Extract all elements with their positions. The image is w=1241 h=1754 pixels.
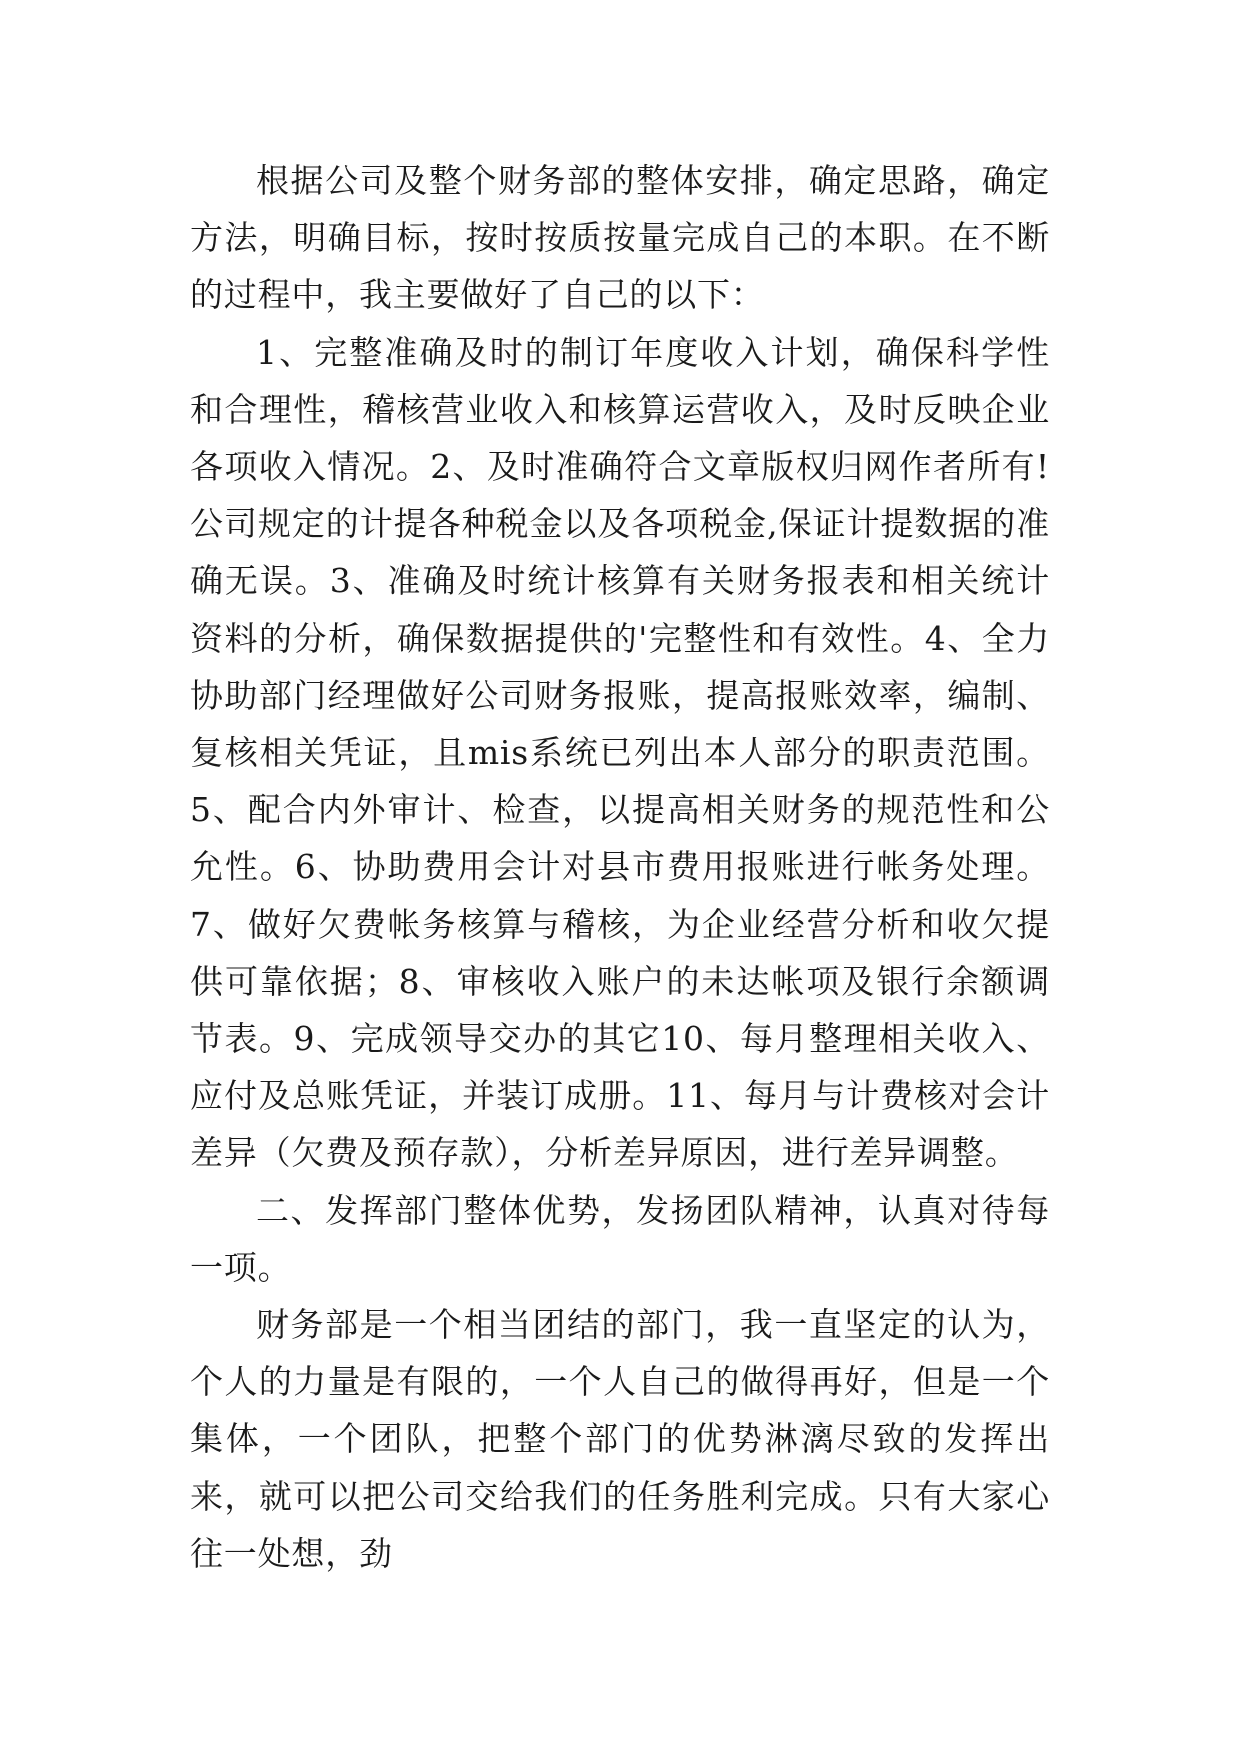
paragraph-intro: 根据公司及整个财务部的整体安排，确定思路，确定方法，明确目标，按时按质按量完成自己的本职。在不断的过程中，我主要做好了自己的以下： <box>190 161 1050 315</box>
paragraph-section-heading: 二、发挥部门整体优势，发扬团队精神，认真对待每一项。 <box>190 1190 1050 1287</box>
document-body <box>190 152 1050 1582</box>
paragraph-teamwork: 财务部是一个相当团结的部门，我一直坚定的认为，个人的力量是有限的，一个人自己的做得再好，但是一个集体，一个团队，把整个部门的优势淋漓尽致的发挥出来，就可以把公司交给我们的任务胜利完成。只有大家心往一处想，劲 <box>190 1305 1050 1573</box>
paragraph-duties-list: 1、完整准确及时的制订年度收入计划，确保科学性和合理性，稽核营业收入和核算运营收入，及时反映企业各项收入情况。2、及时准确符合文章版权归网作者所有!公司规定的计提各种税金以及各项税金,保证计提数据的准确无误。3、准确及时统计核算有关财务报表和相关统计资料的分析，确保数据提供的'完整性和有效性。4、全力协助部门经理做好公司财务报账，提高报账效率，编制、复核相关凭证，且mis系统已列出本人部分的职责范围。5、配合内外审计、检查，以提高相关财务的规范性和公允性。6、协助费用会计对县市费用报账进行帐务处理。7、做好欠费帐务核算与稽核，为企业经营分析和收欠提供可靠依据；8、审核收入账户的未达帐项及银行余额调节表。9、完成领导交办的其它10、每月整理相关收入、应付及总账凭证，并装订成册。11、每月与计费核对会计差异（欠费及预存款），分析差异原因，进行差异调整。 <box>190 332 1050 1173</box>
